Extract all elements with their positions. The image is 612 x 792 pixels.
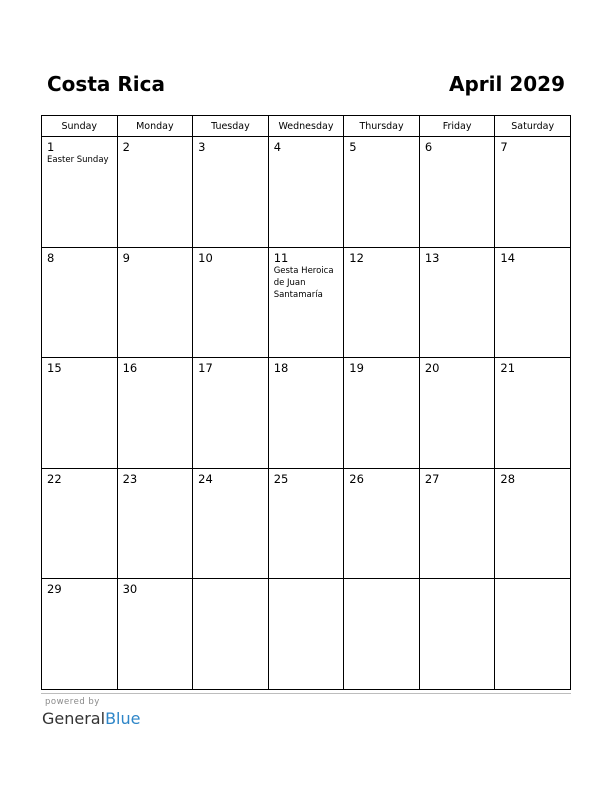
- day-number: 17: [198, 361, 213, 375]
- day-number: 19: [349, 361, 364, 375]
- month-title: April 2029: [449, 72, 565, 96]
- country-title: Costa Rica: [47, 72, 165, 96]
- empty-day-cell: [419, 579, 495, 690]
- day-cell: [268, 137, 344, 248]
- day-cell: [344, 137, 420, 248]
- day-number: 15: [47, 361, 62, 375]
- weekday-header: Friday: [419, 116, 495, 137]
- empty-day-cell: [344, 579, 420, 690]
- day-number: 25: [273, 471, 289, 486]
- day-cell: [268, 468, 344, 579]
- weekday-header: Thursday: [344, 116, 420, 137]
- day-cell: [419, 358, 495, 469]
- day-cell: [419, 137, 495, 248]
- empty-day-cell: [268, 579, 344, 690]
- day-number: 7: [500, 140, 508, 154]
- day-cell: [42, 358, 118, 469]
- day-cell: [117, 247, 193, 358]
- brand-logo-blue: Blue: [105, 709, 141, 728]
- holiday-label: Easter Sunday: [47, 155, 109, 165]
- day-cell: [193, 468, 269, 579]
- month-calendar: [41, 115, 571, 690]
- week-row: [42, 247, 571, 358]
- day-cell: [495, 358, 571, 469]
- day-number: 10: [198, 250, 213, 265]
- weekday-header-row: [42, 116, 571, 137]
- day-cell: [495, 247, 571, 358]
- day-number: 28: [500, 471, 516, 486]
- day-number: 13: [424, 250, 440, 265]
- day-cell: [344, 358, 420, 469]
- day-number: 14: [500, 250, 516, 265]
- day-number: 24: [198, 471, 213, 486]
- day-number: 27: [424, 471, 440, 486]
- day-number: 8: [47, 250, 55, 265]
- day-number: 21: [500, 361, 516, 375]
- day-cell: [268, 247, 344, 358]
- week-row: [42, 579, 571, 690]
- day-number: 12: [349, 250, 364, 265]
- day-cell: [42, 137, 118, 248]
- day-cell: [193, 247, 269, 358]
- brand-logo: [42, 709, 140, 728]
- weekday-header: Sunday: [42, 116, 118, 137]
- day-number: 26: [349, 471, 364, 486]
- day-number: 11: [273, 250, 289, 265]
- brand-logo-general: General: [42, 709, 106, 728]
- day-number: 30: [122, 582, 138, 596]
- day-cell: [419, 468, 495, 579]
- day-cell: [193, 137, 269, 248]
- day-number: 4: [273, 140, 282, 154]
- footer-divider: [41, 693, 571, 694]
- day-number: 18: [273, 361, 289, 375]
- day-cell: [117, 137, 193, 248]
- day-cell: [117, 468, 193, 579]
- day-cell: [117, 579, 193, 690]
- day-number: 16: [122, 361, 138, 375]
- day-number: 29: [47, 582, 62, 596]
- empty-day-cell: [495, 579, 571, 690]
- day-number: 5: [349, 140, 357, 154]
- day-number: 3: [198, 140, 206, 154]
- day-number: 23: [122, 471, 138, 486]
- week-row: [42, 137, 571, 248]
- day-cell: [419, 247, 495, 358]
- day-cell: [193, 358, 269, 469]
- day-cell: [268, 358, 344, 469]
- day-cell: [495, 468, 571, 579]
- holiday-label: Gesta Heroica de Juan Santamaría: [273, 265, 334, 300]
- day-cell: [495, 137, 571, 248]
- day-cell: [117, 358, 193, 469]
- powered-by-label: powered by: [45, 697, 100, 707]
- day-number: 20: [424, 361, 440, 375]
- day-cell: [344, 247, 420, 358]
- day-cell: [42, 247, 118, 358]
- day-cell: [42, 468, 118, 579]
- empty-day-cell: [193, 579, 269, 690]
- day-number: 2: [122, 140, 130, 154]
- day-number: 1: [47, 140, 55, 154]
- week-row: [42, 468, 571, 579]
- calendar-body: [42, 137, 571, 690]
- weekday-header: Monday: [117, 116, 193, 137]
- day-cell: [42, 579, 118, 690]
- day-number: 6: [424, 140, 433, 154]
- day-number: 22: [47, 471, 62, 486]
- day-number: 9: [122, 250, 130, 265]
- weekday-header: Wednesday: [268, 116, 344, 137]
- weekday-header: Saturday: [495, 116, 571, 137]
- day-cell: [344, 468, 420, 579]
- week-row: [42, 358, 571, 469]
- weekday-header: Tuesday: [193, 116, 269, 137]
